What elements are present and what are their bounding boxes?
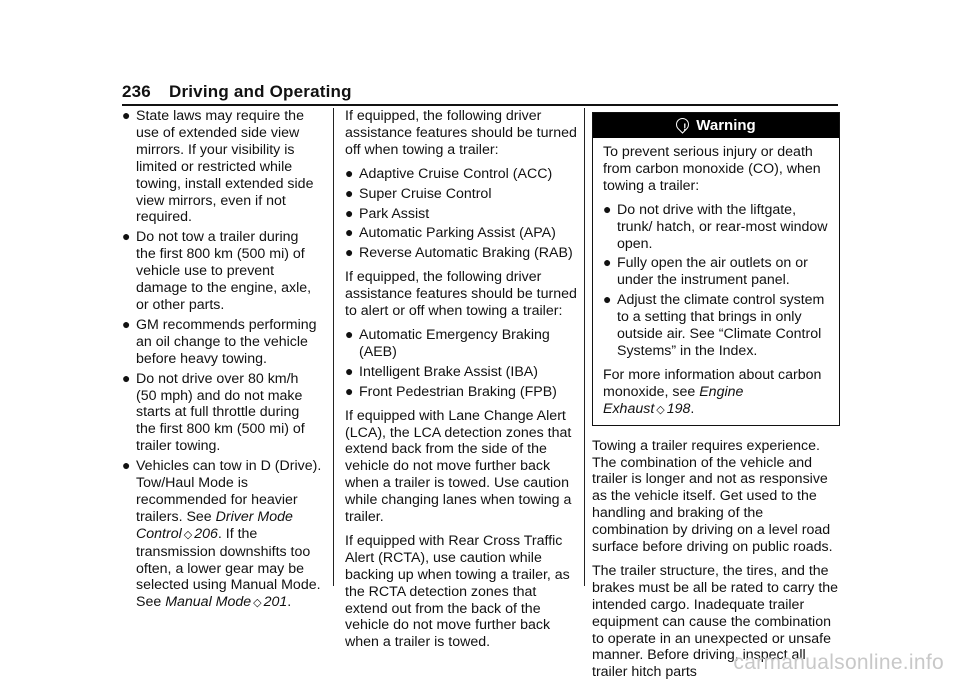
list-item: ● Park Assist	[345, 204, 430, 222]
list-item: ● Reverse Automatic Braking (RAB)	[345, 244, 573, 262]
bullet-icon: ●	[603, 291, 612, 308]
warning-box	[592, 112, 840, 426]
xref-page-number[interactable]: 198	[666, 400, 691, 417]
page-reference-icon: ◇	[253, 597, 262, 610]
xref-manual-mode[interactable]: Manual Mode	[165, 594, 252, 611]
paragraph: If equipped with Rear Cross Traffic Alert (RCTA), use caution while backing up when towing a trailer, as the RCTA detection zones that extend out from the back of the vehicle do not move further back when a trailer is towed.	[345, 532, 570, 651]
page-header	[122, 82, 352, 102]
column-2	[345, 108, 577, 658]
list-item: ● Super Cruise Control	[345, 184, 492, 202]
list-item: ● GM recommends performing an oil change to the vehicle before heavy towing.	[122, 315, 317, 367]
warning-header	[593, 113, 839, 138]
bullet-icon: ●	[122, 369, 131, 386]
bullet-icon: ●	[122, 228, 131, 245]
list-item: ● Do not drive with the liftgate, trunk/ hatch, or rear-most window open.	[603, 200, 828, 252]
bullet-icon: ●	[345, 244, 354, 261]
paragraph: If equipped with Lane Change Alert (LCA), the LCA detection zones that extend back from the side of the vehicle do not move further back when a trailer is towed. Use caution while changing lanes when towing a trailer.	[345, 407, 572, 526]
warning-list	[603, 202, 829, 360]
bullet-icon: ●	[603, 200, 612, 217]
page-number: 236	[122, 82, 151, 101]
bullet-icon: ●	[345, 362, 354, 379]
list-item: ● Intelligent Brake Assist (IBA)	[345, 362, 538, 380]
list-item: ● Adaptive Cruise Control (ACC)	[345, 164, 553, 182]
paragraph: If equipped, the following driver assistance features should be turned off when towing a trailer:	[345, 108, 577, 158]
list-item: ● Vehicles can tow in D (Drive). Tow/Haul Mode is recommended for heavier trailers. See Driver Mode Control ◇ 206. If the transmission downshifts too often, a lower gear may be selected using Manual Mode. See Manual Mode ◇ 201.	[122, 457, 322, 611]
list-item: ● Automatic Emergency Braking (AEB)	[345, 325, 550, 360]
features-alert-list	[345, 327, 577, 401]
bullet-icon: ●	[122, 315, 131, 332]
page-reference-icon: ◇	[656, 403, 665, 416]
paragraph: If equipped, the following driver assistance features should be turned to alert or off when towing a trailer:	[345, 269, 577, 320]
list-item: ● Do not drive over 80 km/h (50 mph) and do not make starts at full throttle during the first 800 km (500 mi) of trailer towing.	[122, 369, 305, 455]
column-divider	[333, 108, 334, 586]
list-item: ● Do not tow a trailer during the first 800 km (500 mi) of vehicle use to prevent damage to the engine, axle, or other parts.	[122, 228, 312, 313]
xref-page-number[interactable]: 201	[263, 594, 288, 611]
xref-page-number[interactable]: 206	[194, 525, 218, 542]
towing-tips-list	[122, 108, 322, 612]
list-item: ● Automatic Parking Assist (APA)	[345, 224, 556, 242]
bullet-icon: ●	[345, 325, 354, 342]
bullet-icon: ●	[345, 184, 354, 201]
column-3	[592, 108, 840, 688]
bullet-icon: ●	[122, 457, 131, 474]
paragraph: The trailer structure, the tires, and the brakes must be all be rated to carry the intended cargo. Inadequate trailer equipment can cause the combination to operate in an unexpected or unsafe manner. Before driving, inspect all trailer hitch parts	[592, 562, 839, 681]
bullet-icon: ●	[345, 164, 354, 181]
warning-icon	[674, 115, 692, 133]
features-off-list	[345, 166, 577, 263]
bullet-icon: ●	[345, 204, 354, 221]
header-rule	[122, 104, 838, 106]
page-reference-icon: ◇	[183, 528, 193, 541]
list-item: ● Fully open the air outlets on or under the instrument panel.	[603, 254, 808, 289]
warning-body	[593, 138, 839, 425]
xref-engine-exhaust[interactable]: Engine Exhaust	[603, 383, 744, 417]
list-item: ● Adjust the climate control system to a setting that brings in only outside air. See “Climate Control Systems” in the Index.	[603, 291, 825, 359]
paragraph: For more information about carbon monoxide, see Engine Exhaust ◇ 198.	[603, 366, 822, 417]
xref-driver-mode-control[interactable]: Driver Mode Control	[136, 508, 293, 542]
bullet-icon: ●	[603, 254, 612, 271]
list-item: ● Front Pedestrian Braking (FPB)	[345, 382, 557, 400]
bullet-icon: ●	[345, 224, 354, 241]
column-divider	[584, 108, 585, 586]
column-1	[122, 108, 322, 619]
paragraph: To prevent serious injury or death from carbon monoxide (CO), when towing a trailer:	[603, 144, 821, 194]
watermark: carmanualsonline.info	[733, 651, 944, 674]
paragraph: Towing a trailer requires experience. The combination of the vehicle and trailer is longer and not as responsive as the vehicle itself. Get used to the handling and braking of the combination by driving on a level road surface before driving on public roads.	[592, 437, 833, 556]
section-title: Driving and Operating	[168, 82, 352, 101]
list-item: ● State laws may require the use of extended side view mirrors. If your visibility is limited or restricted while towing, install extended side view mirrors, even if not required.	[122, 107, 314, 226]
warning-title: Warning	[696, 117, 756, 134]
bullet-icon: ●	[345, 382, 354, 399]
bullet-icon: ●	[122, 107, 131, 123]
